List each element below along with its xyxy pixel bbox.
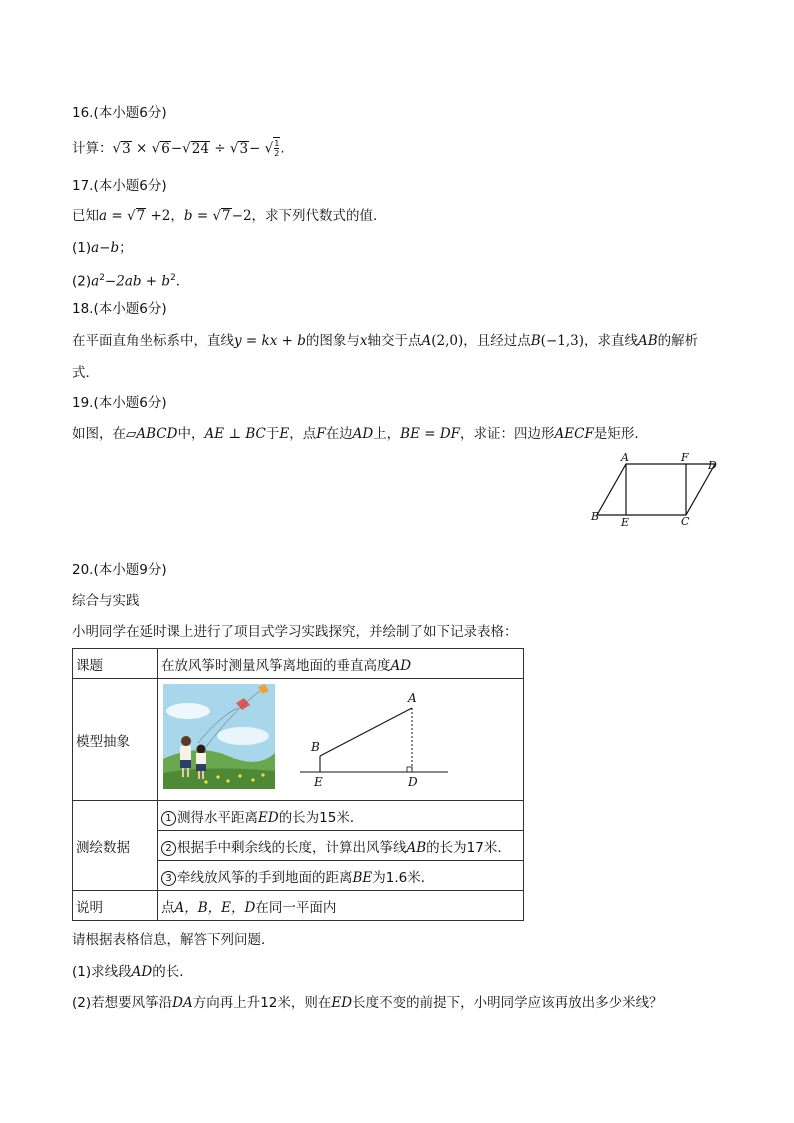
- circled-number: 1: [161, 811, 176, 826]
- circled-number: 2: [161, 841, 176, 856]
- q19-e5: AD: [352, 426, 374, 442]
- q18-e3: A: [421, 333, 432, 349]
- data-cell-1: [158, 801, 524, 831]
- d2-text: 根据手中剩余线的长度，计算出风筝线: [177, 839, 407, 856]
- q20-p1-label: (1): [72, 964, 92, 980]
- q16-minus2: −: [249, 140, 261, 157]
- q16-frac-den: 2: [274, 149, 280, 158]
- d2-ab: AB: [406, 839, 427, 856]
- q18-e4: B: [530, 333, 541, 349]
- q20-p2-da: DA: [172, 995, 193, 1011]
- row-label-model: 模型抽象: [73, 679, 158, 801]
- topic-ad: AD: [390, 657, 412, 674]
- q18-t3: 轴交于点: [367, 333, 422, 349]
- q17-p1-expr: a−b: [91, 240, 120, 256]
- note-text: 在同一平面内: [255, 899, 337, 916]
- label-c: C: [681, 515, 690, 528]
- q18-t4: ，且经过点: [463, 333, 531, 349]
- q16-frac-num: 1: [274, 139, 280, 148]
- q17-p2-sup2: 2: [170, 273, 176, 283]
- q17-p2-end: ．: [175, 273, 190, 290]
- q16-expression: 计算：√3 × √6−√24 ÷ √3− √ $\frac{1}{2}$ .: [72, 139, 285, 158]
- cloud: [166, 703, 210, 719]
- data-cell-2: [158, 831, 524, 861]
- row-label-data: 测绘数据: [73, 801, 158, 891]
- segment-ab: [320, 708, 412, 756]
- q17-a: a: [99, 208, 108, 224]
- data-cell-3: [158, 861, 524, 891]
- q17-part1: [72, 238, 133, 258]
- q20-p1-text2: 的长．: [152, 964, 193, 980]
- label-b: B: [311, 739, 320, 754]
- q17-p1-end: ；: [119, 240, 133, 256]
- q19-e2: AE ⊥ BC: [204, 426, 266, 442]
- d1-ed: ED: [258, 809, 279, 826]
- table-row: [73, 679, 524, 801]
- q16-prefix: 计算：: [72, 140, 113, 157]
- q19-t8: 是矩形．: [593, 426, 648, 442]
- note-cell: [158, 891, 524, 921]
- d3-text2: 为1.6米．: [372, 869, 435, 886]
- row-label-topic: 课题: [73, 649, 158, 679]
- q18-e5: AB: [638, 333, 658, 349]
- d1-text2: 的长为15米．: [278, 809, 364, 826]
- q16-times: ×: [136, 140, 148, 157]
- q19-text: [72, 424, 648, 444]
- q19-t3: 于: [265, 426, 280, 442]
- q20-ask: 请根据表格信息，解答下列问题．: [72, 932, 275, 948]
- q17-p2-mid: −2ab + b: [104, 273, 171, 290]
- q18-t6: 的解析: [657, 333, 699, 349]
- q16-root-3b: 3: [239, 140, 249, 157]
- q16-root-3: 3: [122, 140, 131, 157]
- topic-cell: [158, 649, 524, 679]
- q17-header: 17.(本小题6分): [72, 178, 167, 194]
- q18-e4b: (−1,3): [540, 333, 584, 349]
- q20-p1-ad: AD: [131, 964, 153, 980]
- d3-text: 牵线放风筝的手到地面的距离: [177, 869, 353, 886]
- q17-given: 已知a = √7 +2，b = √7−2，求下列代数式的值．: [72, 208, 387, 224]
- q19-t6: 上，: [373, 426, 401, 442]
- model-figure: [158, 681, 520, 799]
- table-row: [73, 801, 524, 831]
- q20-p2-text: 若想要风筝沿: [91, 995, 173, 1011]
- table-row: [73, 891, 524, 921]
- q17-t1: 已知: [72, 208, 99, 224]
- q17-p2-sup1: 2: [99, 273, 105, 283]
- label-f: F: [681, 451, 689, 464]
- q17-p2-a: a: [91, 273, 100, 290]
- q20-header: 20.(本小题9分): [72, 562, 167, 578]
- label-a: A: [621, 451, 629, 464]
- q20-part1: [72, 962, 193, 982]
- q20-p2-label: (2): [72, 995, 92, 1011]
- q19-e4: F: [316, 426, 326, 442]
- grass-front: [163, 768, 275, 789]
- q17-part2: [72, 268, 189, 292]
- q18-t2: 的图象与: [305, 333, 360, 349]
- q19-e1: ABCD: [136, 426, 178, 442]
- parallelogram-abcd: [597, 464, 715, 515]
- record-table: [72, 648, 524, 921]
- label-e: E: [621, 516, 630, 529]
- q19-e3: E: [279, 426, 290, 442]
- label-d: D: [408, 774, 418, 789]
- table-row: [73, 649, 524, 679]
- q20-intro: 小明同学在延时课上进行了项目式学习实践探究，并绘制了如下记录表格：: [72, 624, 518, 640]
- q19-t2: 中，: [177, 426, 205, 442]
- topic-text: 在放风筝时测量风筝离地面的垂直高度: [161, 657, 391, 674]
- q17-eq2: =: [192, 208, 213, 224]
- label-d: D: [708, 459, 717, 472]
- label-a: A: [408, 690, 417, 705]
- q17-b: b: [183, 208, 193, 224]
- q18-text: [72, 331, 698, 351]
- q18-e1: y = kx + b: [234, 333, 306, 349]
- q18-e3b: (2,0): [431, 333, 464, 349]
- q17-t2: 求下列代数式的值．: [265, 208, 387, 224]
- q17-plus2: +2，: [146, 208, 184, 224]
- q17-root7b: 7: [222, 208, 231, 224]
- q20-p2-text2: 方向再上升12米，则在: [192, 995, 332, 1011]
- q20-p1-text: 求线段: [91, 964, 132, 980]
- circled-number: 3: [161, 871, 176, 886]
- q18-e2: x: [359, 333, 368, 349]
- q19-e7: AECF: [554, 426, 594, 442]
- q18-t1: 在平面直角坐标系中，直线: [72, 333, 234, 349]
- right-angle-mark: [407, 767, 412, 772]
- d3-be: BE: [352, 869, 373, 886]
- d1-text: 测得水平距离: [177, 809, 258, 826]
- q17-eq1: =: [107, 208, 127, 224]
- row-label-note: 说明: [73, 891, 158, 921]
- cloud: [217, 727, 269, 745]
- q19-t4: ，点: [289, 426, 317, 442]
- model-diagram: [300, 691, 448, 789]
- label-e: E: [314, 774, 323, 789]
- kite-illustration: [163, 684, 275, 789]
- note-points: A，B，E，D: [174, 899, 256, 916]
- q18-header: 18.(本小题6分): [72, 301, 167, 317]
- q18-text-cont: 式．: [72, 365, 99, 381]
- q18-t5: ，求直线: [584, 333, 638, 349]
- q17-minus2: −2，: [231, 208, 266, 224]
- d2-text2: 的长为17米．: [426, 839, 511, 856]
- q16-minus1: −: [170, 140, 183, 157]
- q17-root7a: 7: [136, 208, 146, 224]
- q20-subtitle: 综合与实践: [72, 593, 140, 609]
- q16-root-6: 6: [161, 140, 170, 157]
- label-b: B: [591, 510, 600, 523]
- q16-end: .: [280, 140, 285, 157]
- q16-root-24: 24: [191, 140, 209, 157]
- q19-header: 19.(本小题6分): [72, 395, 167, 411]
- q19-t7: ，求证：四边形: [460, 426, 555, 442]
- q17-p2-label: (2): [72, 273, 92, 290]
- q16-header: 16.(本小题6分): [72, 105, 167, 121]
- q17-p1-label: (1): [72, 240, 92, 256]
- q16-div: ÷: [214, 140, 226, 157]
- q20-p2-text3: 长度不变的前提下，小明同学应该再放出多少米线？: [352, 995, 663, 1011]
- q20-p2-ed: ED: [331, 995, 353, 1011]
- q16-fraction: [274, 139, 279, 158]
- q19-t5: 在边: [325, 426, 353, 442]
- parallelogram-figure: [585, 448, 725, 530]
- q19-t1: 如图，在▱: [72, 426, 137, 442]
- model-cell: [158, 679, 524, 801]
- note-pre: 点: [161, 899, 175, 916]
- q20-part2: [72, 993, 663, 1013]
- q19-e6: BE = DF: [400, 426, 461, 442]
